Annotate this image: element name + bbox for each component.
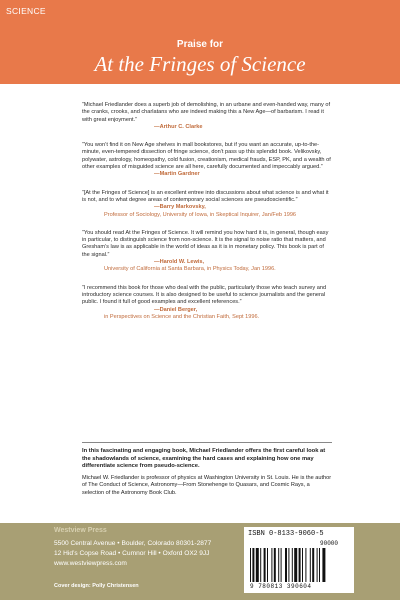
barcode-image <box>250 548 348 582</box>
barcode-bar <box>264 548 266 582</box>
barcode-bar <box>305 548 306 582</box>
barcode-box <box>244 527 354 593</box>
author-bio: Michael W. Friedlander is professor of physics at Washington University in St. Louis. He is the author of The Conduct of Science, Astronomy—From Stonehenge to Quasars, and Cosmic Rays, a selection of the Astronomy Book Club. <box>82 475 332 496</box>
barcode-bar <box>310 548 311 582</box>
barcode-bar <box>319 548 320 582</box>
barcode-bar <box>294 548 297 582</box>
barcode-bar <box>250 548 251 582</box>
quote-block <box>82 285 332 321</box>
barcode-bar <box>252 548 254 582</box>
barcode-bar <box>322 548 325 582</box>
barcode-bar <box>267 548 268 582</box>
quote-text: “You won’t find it on New Age shelves in mall bookstores, but if you want an accurate, up-to-the-minute, even-tempered dissection of fringe science, don’t pass up this splendid book. Velikovsky, polywater, astrology, homeopathy, cold fusion, creationism, medical frauds, ESP, PK, and a wealth of other examples of misguided science are all here, carefully documented and impeccably argued.” <box>82 142 331 171</box>
barcode-bar <box>271 548 272 582</box>
right-margin <box>354 84 400 500</box>
cover-credit: Cover design: Polly Christensen <box>54 583 139 589</box>
quote-text: “I recommend this book for those who deal with the public, particularly those who teach survey and introductory science courses. It is also designed to be useful to science journalists and the general public. I found it full of good examples and excellent references.” <box>82 284 327 306</box>
barcode-bar <box>312 548 314 582</box>
left-margin <box>0 84 46 500</box>
quote-attribution: —Barry Markovsky, <box>154 204 206 211</box>
quote-affiliation: in Perspectives on Science and the Christian Faith, Sept 1996. <box>104 313 260 320</box>
quote-text: “You should read At the Fringes of Science. It will remind you how hard it is, in general, though easy in particular, to distinguish science from non-science. It is the signal to noise ratio that matters, and Gresham’s law is as applicable in the world of ideas as it is in monetary policy. This book is part of the signal.” <box>82 229 329 258</box>
publisher-name: Westview Press <box>54 527 107 534</box>
quote-block <box>82 142 332 178</box>
intro-paragraph: In this fascinating and engaging book, Michael Friedlander offers the first careful look at the shadowlands of science, examining the hard cases and explaining how one may differentiate science from pseudo-science. <box>82 448 326 470</box>
quotes-section <box>82 102 332 332</box>
quote-text: “Michael Friedlander does a superb job of demolishing, in an urbane and even-handed way, many of the cranks, crooks, and charlatans who are indeed making this a New Age—of barbarism. I read it with great enjoyment.” <box>82 102 331 123</box>
barcode-bar <box>256 548 259 582</box>
praise-heading: Praise for <box>176 39 224 50</box>
quote-text: “[At the Fringes of Science] is an excellent entree into discussions about what science is and what it is not, and to what degree areas of contemporary social sciences are pseudoscientific.” <box>82 189 329 203</box>
barcode-bar <box>278 548 279 582</box>
isbn-label: ISBN 0-8133-9060-5 <box>248 530 324 538</box>
book-title: At the Fringes of Science <box>94 52 306 76</box>
publisher-address-us: 5500 Central Avenue • Boulder, Colorado 80301-2877 <box>54 540 212 547</box>
quote-affiliation: University of California at Santa Barbara, in Physics Today, Jan 1996. <box>104 266 276 273</box>
barcode-bar <box>285 548 287 582</box>
quote-attribution: —Arthur C. Clarke <box>154 123 203 130</box>
barcode-bar <box>281 548 282 582</box>
quote-attribution: —Daniel Berger, <box>154 306 198 313</box>
barcode-bar <box>274 548 276 582</box>
quote-attribution: —Martin Gardner <box>154 171 200 178</box>
barcode-bar <box>260 548 261 582</box>
barcode-bar <box>302 548 303 582</box>
price-code: 90000 <box>320 540 339 547</box>
quote-attribution: —Harold W. Lewis, <box>154 259 205 266</box>
section-divider <box>82 442 332 443</box>
quote-block <box>82 230 332 274</box>
barcode-bar <box>299 548 301 582</box>
category-label: SCIENCE <box>6 6 46 16</box>
quote-block <box>82 190 332 219</box>
barcode-bar <box>288 548 289 582</box>
publisher-website: www.westviewpress.com <box>54 560 127 567</box>
barcode-bar <box>317 548 318 582</box>
quote-affiliation: Professor of Sociology, University of Iowa, in Skeptical Inquirer, Jan/Feb 1996 <box>104 211 297 218</box>
ean-number: 9 780813 390604 <box>250 583 312 590</box>
quote-block <box>82 102 332 131</box>
publisher-address-uk: 12 Hid’s Copse Road • Cumnor Hill • Oxford OX2 9JJ <box>54 550 210 557</box>
barcode-bar <box>292 548 293 582</box>
